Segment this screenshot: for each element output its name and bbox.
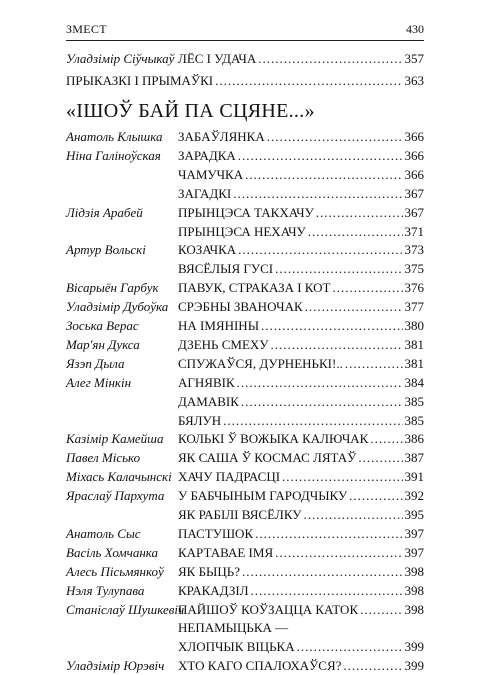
dot-leader [343, 657, 402, 675]
entry-page: 373 [404, 242, 424, 258]
toc-entry [66, 449, 424, 467]
toc-entry [66, 72, 424, 90]
entry-page: 366 [404, 166, 424, 182]
entry-page: 395 [404, 507, 424, 522]
entry-page: 399 [404, 639, 424, 655]
entry-title: КОЛЬКІ Ў ВОЖЫКА КАЛЮЧАК [178, 431, 369, 447]
entry-title: ЯК БЫЦЬ? [178, 563, 241, 579]
entry-page: 391 [404, 469, 424, 485]
toc-entry [66, 241, 424, 259]
entry-title: БЯЛУН [178, 412, 222, 428]
entry-title: ВЯСЁЛЫЯ ГУСІ [178, 261, 274, 277]
toc-entry [66, 544, 424, 562]
header-rule [66, 40, 424, 41]
entry-author: Станіслаў Шушкевіч [66, 601, 185, 617]
entry-author: Алесь Пісьмянкоў [66, 563, 164, 579]
entry-page: 367 [404, 204, 424, 220]
dot-leader [275, 260, 402, 278]
toc-entry [66, 298, 424, 316]
entry-page: 397 [404, 525, 424, 541]
entry-title: ЧАМУЧКА [178, 166, 244, 182]
entry-author: Уладзімір Дубоўка [66, 299, 169, 315]
entry-author: Вісарыён Гарбук [66, 280, 159, 296]
entry-title: ЗАБАЎЛЯНКА [178, 129, 265, 144]
entry-page: 380 [404, 318, 424, 333]
entry-page: 397 [404, 544, 424, 560]
toc-entry [66, 430, 424, 448]
toc-entry [66, 166, 424, 184]
dot-leader [223, 412, 402, 430]
toc-entry [66, 619, 424, 637]
toc-entry [66, 393, 424, 411]
dot-leader [261, 317, 402, 335]
entry-title: ПРЫНЦЭСА НЕХАЧУ [178, 223, 306, 239]
toc-entry [66, 223, 424, 241]
dot-leader [297, 638, 403, 656]
dot-leader [267, 128, 403, 146]
entry-title: ДЗЕНЬ СМЕХУ [178, 336, 269, 352]
entry-title: ХТО КАГО СПАЛОХАЎСЯ? [178, 658, 342, 674]
toc-entry [66, 336, 424, 354]
entry-page: 385 [404, 412, 424, 428]
dot-leader [303, 506, 402, 524]
entry-author: Анатоль Сыс [66, 525, 141, 541]
toc-entry [66, 506, 424, 524]
dot-leader [242, 563, 402, 581]
entry-title: ДАМАВІК [178, 393, 239, 409]
entry-author: Ніна Галіноўская [66, 147, 161, 163]
dot-leader [237, 374, 403, 392]
entry-page: 399 [404, 658, 424, 674]
entry-page: 387 [404, 450, 424, 466]
entry-page: 398 [404, 563, 424, 579]
dot-leader [275, 544, 402, 562]
entry-page: 375 [404, 261, 424, 277]
entry-author: Лідзія Арабей [66, 204, 143, 220]
entry-author: Павел Місько [66, 450, 141, 466]
entry-title: НА ІМЯНІНЫ [178, 318, 260, 333]
entry-title: ЯК РАБІЛІ ВЯСЁЛКУ [178, 507, 302, 522]
entry-title: СПУЖАЎСЯ, ДУРНЕНЬКІ!.. [178, 355, 343, 371]
toc-entry [66, 355, 424, 373]
entry-title: ЗАГАДКІ [178, 185, 232, 201]
entry-page: 366 [404, 147, 424, 163]
toc-entry [66, 317, 424, 335]
toc-entry [66, 279, 424, 297]
entry-page: 385 [404, 393, 424, 409]
toc-entry [66, 185, 424, 203]
toc-entry [66, 601, 424, 619]
entry-page: 363 [404, 73, 424, 88]
entry-title: НЕПАМЫЦЬКА — [178, 620, 289, 636]
dot-leader [238, 241, 402, 259]
dot-leader [305, 298, 403, 316]
entry-title: ХЛОПЧЫК ВІЦЬКА [178, 639, 295, 655]
entry-page: 384 [404, 374, 424, 390]
dot-leader [332, 279, 402, 297]
header-title: ЗМЕСТ [66, 22, 107, 36]
entry-title: ЯК САША Ў КОСМАС ЛЯТАЎ [178, 450, 357, 466]
entry-title: ПАВУК, СТРАКАЗА І КОТ [178, 280, 331, 296]
toc-entry [66, 563, 424, 581]
dot-leader [258, 50, 402, 68]
entry-author: Міхась Калачынскі [66, 469, 172, 485]
entry-title: КОЗАЧКА [178, 242, 237, 258]
entry-page: 371 [404, 223, 424, 239]
dot-leader [316, 204, 403, 222]
toc-entry [66, 260, 424, 278]
dot-leader [255, 525, 402, 543]
entry-title: ЛЁС І УДАЧА [178, 51, 257, 66]
dot-leader [308, 223, 403, 241]
entry-author: Алег Мінкін [66, 374, 132, 390]
entry-title: ПРЫКАЗКІ І ПРЫМАЎКІ [66, 73, 214, 88]
entry-title: ХАЧУ ПАДРАСЦІ [178, 469, 281, 485]
dot-leader [271, 336, 403, 354]
entry-page: 366 [404, 129, 424, 144]
toc-entry [66, 412, 424, 430]
dot-leader [241, 393, 403, 411]
dot-leader [349, 487, 402, 505]
entry-author: Уладзімір Юрэвіч [66, 658, 165, 674]
toc-entry [66, 147, 424, 165]
toc-entry [66, 128, 424, 146]
toc-entry [66, 525, 424, 543]
toc-entry [66, 657, 424, 675]
entry-page: 381 [404, 336, 424, 352]
toc-entry [66, 582, 424, 600]
entry-page: 398 [404, 582, 424, 598]
entry-page: 357 [404, 51, 424, 66]
entry-author: Артур Вольскі [66, 242, 146, 258]
entry-title: ЗАРАДКА [178, 147, 236, 163]
entry-title: СРЭБНЫ ЗВАНОЧАК [178, 299, 303, 315]
entry-title: КРАКАДЗІЛ [178, 582, 249, 598]
entry-author: Нэля Тулупава [66, 582, 145, 598]
entry-page: 381 [404, 355, 424, 371]
entry-title: ПАСТУШОК [178, 525, 254, 541]
running-header [66, 22, 424, 38]
entry-author: Уладзімір Сіўчыкаў [66, 51, 175, 66]
entry-author: Язэп Дыла [66, 355, 125, 371]
dot-leader [282, 468, 402, 486]
toc-entry [66, 487, 424, 505]
entry-author: Зоська Верас [66, 318, 139, 333]
toc-entry [66, 204, 424, 222]
dot-leader [215, 72, 402, 90]
dot-leader [360, 601, 402, 619]
dot-leader [245, 166, 402, 184]
entry-author: Мар'ян Дукса [66, 336, 140, 352]
entry-author: Казімір Камейша [66, 431, 164, 447]
dot-leader [233, 185, 402, 203]
entry-author: Васіль Хомчанка [66, 544, 159, 560]
entry-page: 386 [404, 431, 424, 447]
entry-page: 367 [404, 185, 424, 201]
entry-page: 392 [404, 488, 424, 504]
entry-title: АГНЯВІК [178, 374, 235, 390]
toc-entry [66, 50, 424, 68]
entry-title: У БАБЧЫНЫМ ГАРОДЧЫКУ [178, 488, 348, 504]
section-title: «ІШОЎ БАЙ ПА СЦЯНЕ...» [66, 100, 315, 122]
dot-leader [370, 430, 402, 448]
entry-page: 377 [404, 299, 424, 315]
dot-leader [358, 449, 402, 467]
entry-author: Анатоль Клышка [66, 129, 163, 144]
dot-leader [251, 582, 403, 600]
toc-entry [66, 468, 424, 486]
entry-page: 376 [404, 280, 424, 296]
entry-author: Яраслаў Пархута [66, 488, 165, 504]
toc-entry [66, 374, 424, 392]
entry-title: ПАЙШОЎ КОЎЗАЦЦА КАТОК [178, 601, 359, 617]
dot-leader [345, 355, 403, 373]
entry-page: 398 [404, 601, 424, 617]
page-number: 430 [406, 22, 424, 36]
toc-entry [66, 638, 424, 656]
dot-leader [238, 147, 403, 165]
entry-title: ПРЫНЦЭСА ТАКХАЧУ [178, 204, 314, 220]
entry-title: КАРТАВАЕ ІМЯ [178, 544, 274, 560]
